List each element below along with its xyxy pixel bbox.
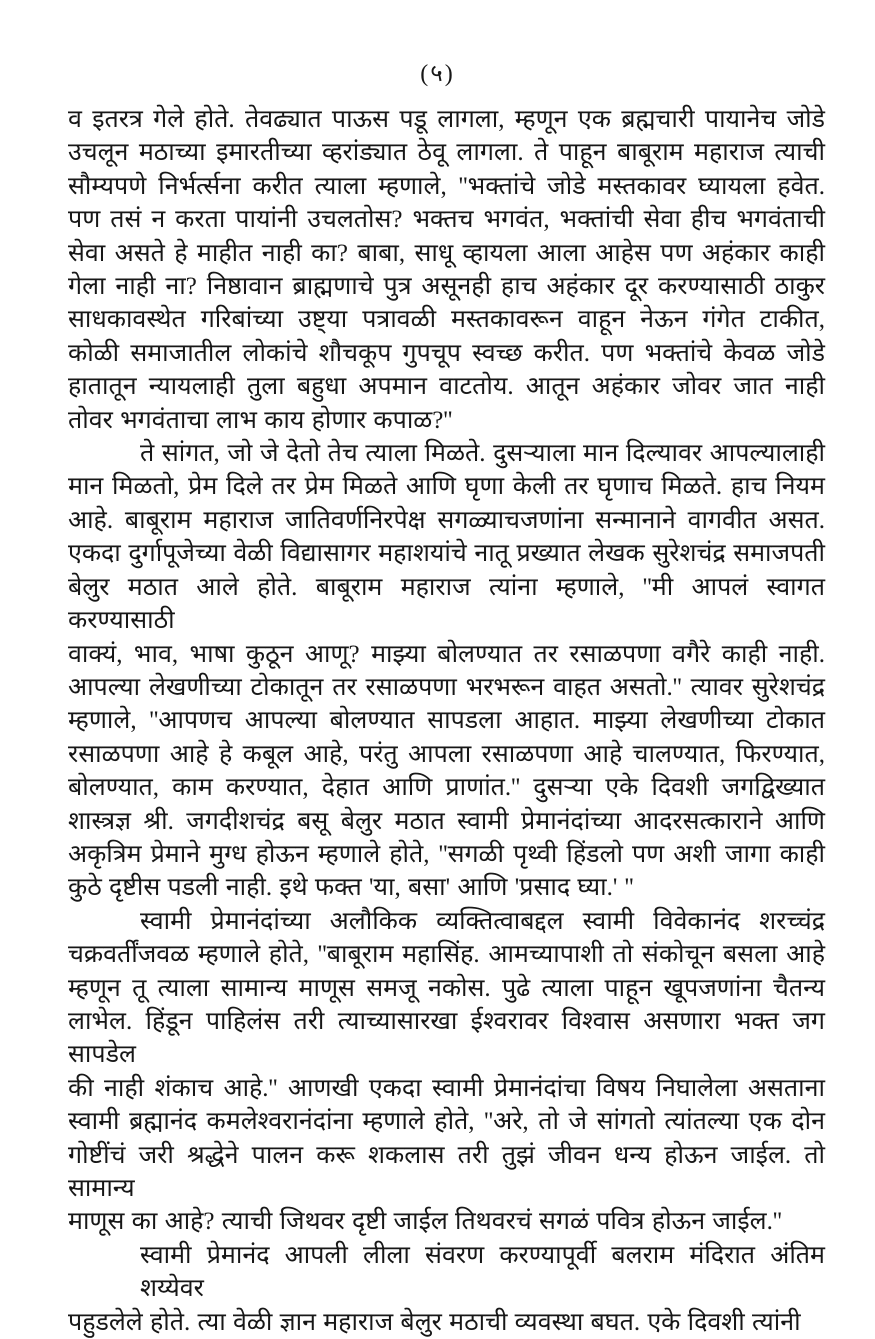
text-line: गोष्टींचं जरी श्रद्धेने पालन करू शकलास तरी तुझं जीवन धन्य होऊन जाईल. तो सामान्य [68,1141,825,1202]
text-line: स्वामी प्रेमानंदांच्या अलौकिक व्यक्तित्वाबद्दल स्वामी विवेकानंद शरच्चंद्र [140,907,825,935]
text-line: हातातून न्यायलाही तुला बहुधा अपमान वाटतोय. आतून अहंकार जोवर जात नाही [68,373,825,401]
text-line: सेवा असते हे माहीत नाही का? बाबा, साधू व्हायला आला आहेस पण अहंकार काही [68,239,825,267]
paragraph [68,905,825,1239]
text-line: कुठे दृष्टीस पडली नाही. इथे फक्त 'या, बसा' आणि 'प्रसाद घ्या.' '' [68,874,634,902]
text-line: अकृत्रिम प्रेमाने मुग्ध होऊन म्हणाले होते, ''सगळी पृथ्वी हिंडलो पण अशी जागा काही [68,840,825,868]
text-line: सौम्यपणे निर्भर्त्सना करीत त्याला म्हणाले, ''भक्तांचे जोडे मस्तकावर घ्यायला हवेत. [68,172,825,200]
text-line: उचलून मठाच्या इमारतीच्या व्हरांड्यात ठेवू लागला. ते पाहून बाबूराम महाराज त्याची [68,139,825,167]
text-line: स्वामी ब्रह्मानंद कमलेश्वरानंदांना म्हणाले होते, ''अरे, तो जे सांगतो त्यांतल्या एक दोन [68,1108,825,1136]
text-line: पण तसं न करता पायांनी उचलतोस? भक्तच भगवंत, भक्तांची सेवा हीच भगवंताची [68,206,825,234]
text-line: शास्त्रज्ञ श्री. जगदीशचंद्र बसू बेलुर मठात स्वामी प्रेमानंदांच्या आदरसत्काराने आणि [68,807,825,835]
text-line: की नाही शंकाच आहे.'' आणखी एकदा स्वामी प्रेमानंदांचा विषय निघालेला असताना [68,1074,825,1102]
paragraph [68,103,825,437]
text-line: पहुडलेले होते. त्या वेळी ज्ञान महाराज बेलुर मठाची व्यवस्था बघत. एके दिवशी त्यांनी [68,1308,801,1336]
text-line: गेला नाही ना? निष्ठावान ब्राह्मणाचे पुत्र असूनही हाच अहंकार दूर करण्यासाठी ठाकुर [68,273,825,301]
text-line: वाक्यं, भाव, भाषा कुठून आणू? माझ्या बोलण्यात तर रसाळपणा वगैरे काही नाही. [68,640,825,668]
text-line: म्हणाले, ''आपणच आपल्या बोलण्यात सापडला आहात. माझ्या लेखणीच्या टोकात [68,707,825,735]
text-line: तोवर भगवंताचा लाभ काय होणार कपाळ?'' [68,406,453,434]
paragraph [68,437,825,905]
text-line: आपल्या लेखणीच्या टोकातून तर रसाळपणा भरभरून वाहत असतो.'' त्यावर सुरेशचंद्र [68,673,825,701]
text-line: मान मिळतो, प्रेम दिले तर प्रेम मिळते आणि घृणा केली तर घृणाच मिळते. हाच नियम [68,473,825,501]
text-line: व इतरत्र गेले होते. तेवढ्यात पाऊस पडू लागला, म्हणून एक ब्रह्मचारी पायानेच जोडे [68,106,825,133]
text-line: ते सांगत, जो जे देतो तेच त्याला मिळते. दुसऱ्याला मान दिल्यावर आपल्यालाही [140,440,825,468]
text-line: साधकावस्थेत गरिबांच्या उष्ट्या पत्रावळी मस्तकावरून वाहून नेऊन गंगेत टाकीत, [68,306,825,334]
text-line: चक्रवर्तींजवळ म्हणाले होते, ''बाबूराम महासिंह. आमच्यापाशी तो संकोचून बसला आहे [68,941,825,969]
paragraph [68,1239,825,1339]
text-line: रसाळपणा आहे हे कबूल आहे, परंतु आपला रसाळपणा आहे चालण्यात, फिरण्यात, [68,740,825,768]
text-line: स्वामी प्रेमानंद आपली लीला संवरण करण्यापूर्वी बलराम मंदिरात अंतिम शय्येवर [140,1241,825,1303]
page-number: (५) [420,61,455,87]
text-line: बेलुर मठात आले होते. बाबूराम महाराज त्यांना म्हणाले, ''मी आपलं स्वागत करण्यासाठी [68,573,825,635]
text-line: कोळी समाजातील लोकांचे शौचकूप गुपचूप स्वच्छ करीत. पण भक्तांचे केवळ जोडे [68,339,825,367]
text-line: आहे. बाबूराम महाराज जातिवर्णनिरपेक्ष सगळ्याचजणांना सन्मानाने वागवीत असत. [68,506,825,534]
text-line: बोलण्यात, काम करण्यात, देहात आणि प्राणांत.'' दुसऱ्या एके दिवशी जगद्विख्यात [68,774,825,802]
text-line: एकदा दुर्गापूजेच्या वेळी विद्यासागर महाशयांचे नातू प्रख्यात लेखक सुरेशचंद्र समाजपती [68,540,825,568]
text-line: लाभेल. हिंडून पाहिलंस तरी त्याच्यासारखा ईश्वरावर विश्वास असणारा भक्त जग सापडेल [68,1007,825,1069]
text-block [68,103,825,1339]
text-line: म्हणून तू त्याला सामान्य माणूस समजू नकोस. पुढे त्याला पाहून खूपजणांना चैतन्य [68,974,825,1002]
text-line: माणूस का आहे? त्याची जिथवर दृष्टी जाईल तिथवरचं सगळं पवित्र होऊन जाईल.'' [68,1208,782,1236]
